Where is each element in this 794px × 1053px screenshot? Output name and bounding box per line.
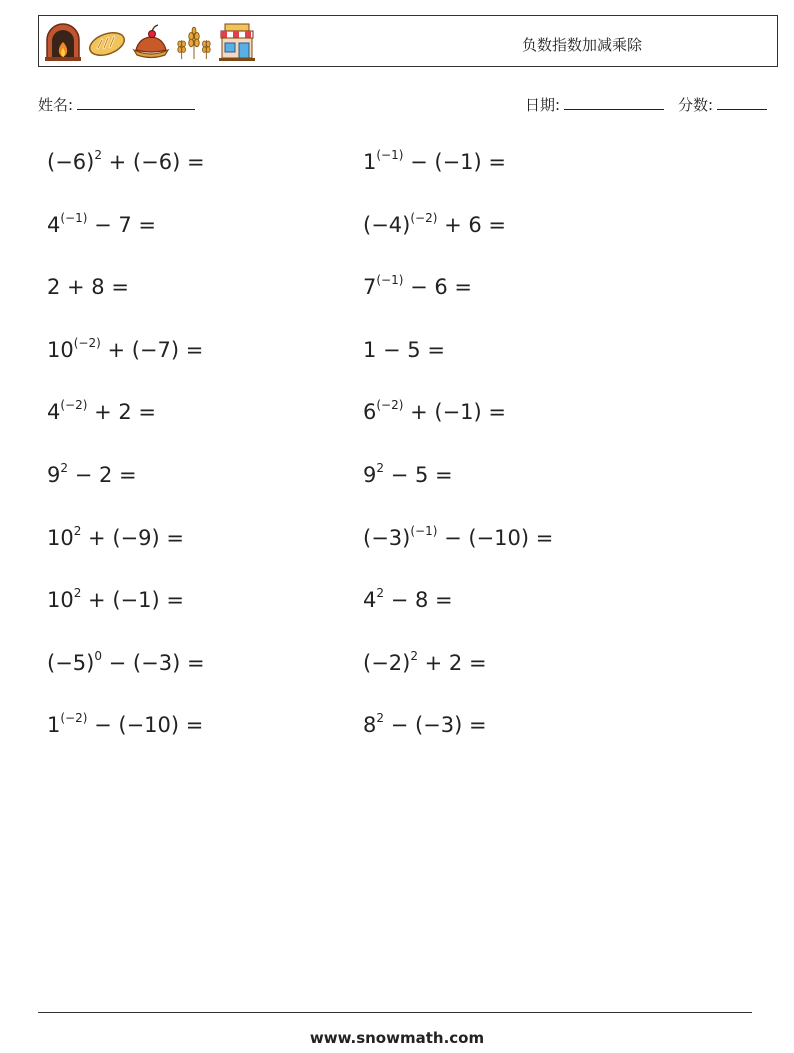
problem-exponent: 2 (73, 523, 82, 538)
problem-base: 10 (47, 337, 74, 362)
problem-exponent: (−1) (376, 273, 404, 288)
problem-base: (−5) (47, 650, 95, 675)
problem-exponent: (−1) (410, 523, 438, 538)
problem-item (363, 400, 506, 424)
problem-rest: − 5 = (384, 463, 453, 487)
bread-icon (87, 22, 127, 62)
problem-base: 9 (47, 463, 61, 487)
date-label: 日期: (525, 96, 561, 114)
name-label: 姓名: (38, 96, 74, 114)
date-field[interactable] (525, 94, 664, 115)
problem-rest: + 2 = (417, 650, 487, 675)
worksheet-title: 负数指数加减乘除 (522, 36, 643, 54)
problem-rest: − 6 = (403, 275, 473, 300)
problem-exponent: 2 (376, 586, 385, 601)
bakery-shop-icon (217, 22, 257, 62)
problem-rest: − 7 = (87, 212, 157, 237)
problem-base: (−2) (363, 650, 411, 675)
problem-rest: − 2 = (68, 463, 137, 487)
problem-base: 1 (363, 150, 377, 174)
problem-exponent: (−1) (60, 210, 88, 225)
problem-item (47, 275, 129, 299)
problem-item (47, 648, 205, 675)
problem-rest: + (−9) = (81, 525, 184, 550)
problem-base: (−4) (363, 212, 411, 237)
problem-exponent: (−2) (60, 398, 88, 413)
problem-item (47, 463, 137, 487)
problem-rest: − (−10) = (87, 713, 204, 738)
problem-rest: − (−3) = (101, 650, 205, 675)
problem-exponent: (−2) (60, 711, 88, 726)
problem-base: 10 (47, 525, 74, 550)
footer-url: www.snowmath.com (309, 1029, 485, 1047)
problem-exponent: 2 (410, 648, 418, 663)
problem-base: 4 (363, 588, 377, 613)
problem-base: 6 (363, 400, 377, 425)
problem-exponent: 2 (376, 711, 385, 726)
problem-item (363, 588, 453, 612)
problem-exponent: 2 (73, 586, 82, 601)
problem-exponent: 2 (376, 461, 385, 475)
problem-item (363, 648, 487, 675)
problem-item (363, 713, 487, 737)
problem-item (363, 210, 506, 237)
problem-item (47, 713, 203, 737)
problem-rest: − (−10) = (437, 525, 554, 550)
problem-rest: + (−7) = (100, 337, 204, 362)
problem-item (363, 338, 445, 362)
problem-rest: + 6 = (437, 212, 506, 237)
problem-base: 1 (47, 713, 61, 738)
problem-base: (−6) (47, 150, 95, 174)
problem-base: 4 (47, 212, 61, 237)
problem-item (363, 275, 472, 299)
name-field[interactable] (38, 94, 195, 115)
problem-exponent: (−2) (376, 398, 404, 413)
problem-exponent: (−2) (73, 335, 101, 350)
problem-base: 8 (363, 713, 377, 738)
problem-item (47, 150, 205, 174)
problem-exponent: 2 (60, 461, 69, 475)
problem-exponent: 2 (94, 148, 102, 162)
problem-item (47, 523, 184, 550)
date-blank[interactable] (564, 97, 664, 110)
name-blank[interactable] (77, 97, 195, 110)
problem-rest: + 2 = (87, 400, 157, 425)
worksheet-header (38, 15, 778, 67)
problem-base: 1 − 5 = (363, 337, 445, 362)
problem-item (47, 210, 157, 237)
pie-icon (131, 22, 171, 62)
problem-base: 2 + 8 = (47, 275, 129, 300)
problem-exponent: (−2) (410, 210, 438, 225)
problem-item (363, 523, 554, 550)
problem-exponent: 0 (94, 648, 102, 663)
problem-rest: + (−1) = (403, 400, 506, 425)
header-icons (43, 22, 257, 62)
score-label: 分数: (678, 96, 714, 114)
problem-rest: − (−3) = (384, 713, 487, 738)
score-field[interactable] (678, 94, 767, 115)
score-blank[interactable] (717, 97, 767, 110)
problem-item (47, 588, 184, 612)
problem-rest: − (−1) = (403, 150, 506, 174)
problem-base: 7 (363, 275, 377, 300)
problem-rest: − 8 = (384, 588, 453, 613)
problem-rest: + (−6) = (101, 150, 205, 174)
footer-divider (38, 1012, 752, 1013)
wheat-icon (175, 22, 213, 62)
problem-base: (−3) (363, 525, 411, 550)
problem-item (363, 150, 506, 174)
problem-item (363, 463, 453, 487)
problem-rest: + (−1) = (81, 588, 184, 613)
oven-icon (43, 22, 83, 62)
problem-item (47, 400, 156, 424)
problem-base: 4 (47, 400, 61, 425)
problem-exponent: (−1) (376, 148, 404, 162)
problem-item (47, 335, 204, 362)
problem-base: 9 (363, 463, 377, 487)
problem-base: 10 (47, 588, 74, 613)
